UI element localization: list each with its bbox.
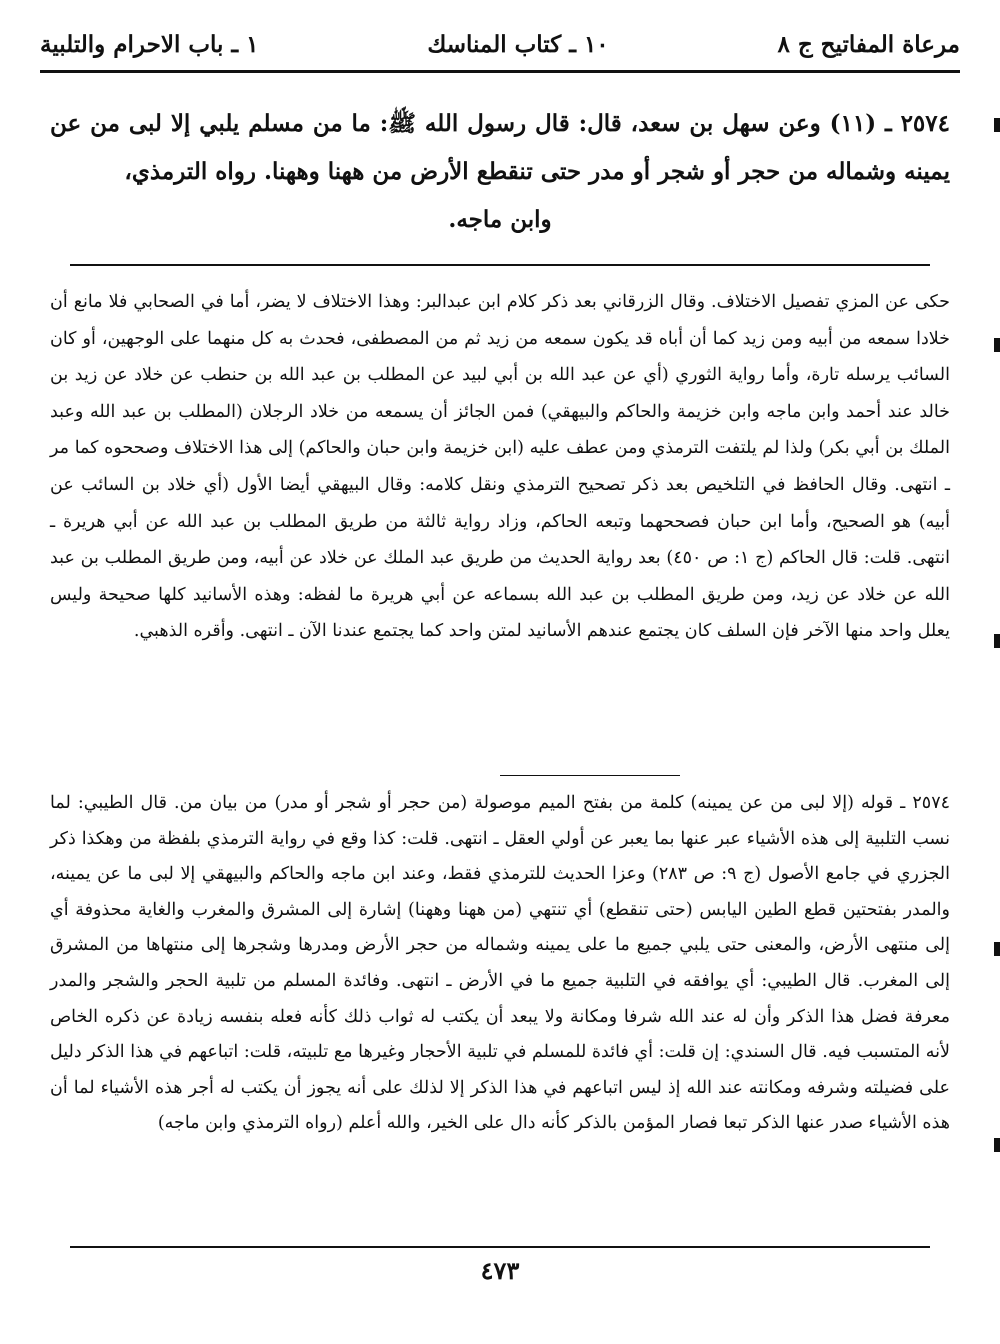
commentary-hadith-2574 [50,786,950,1142]
footer-divider [70,1246,930,1248]
margin-mark [994,338,1000,352]
margin-mark [994,1138,1000,1152]
hadith-last-line: وابن ماجه. [448,206,552,233]
header-section: ١ ـ باب الاحرام والتلبية [40,30,259,58]
commentary-previous-continued [50,284,950,650]
running-header [40,22,960,66]
commentary-paragraph-1: حكى عن المزي تفصيل الاختلاف. وقال الزرقاني بعد ذكر كلام ابن عبدالبر: وهذا الاختلاف لا يضر، أما في الصحابي فلا مانع أن خلادا سمعه من أبيه ومن زيد كما أن أباه قد يكون سمعه من زيد ثم من المصطفى، فحدث به كل منهما على الوجهين، أو كان السائب يرسله تارة، وأما رواية الثوري (أي عن عبد الله بن أبي لبيد عن المطلب بن عبد الله بن حنطب عن خلاد عن زيد بن خالد عند أحمد وابن ماجه وابن خزيمة والحاكم والبيهقي) فمن الجائز أن يسمعه من خلاد الرجلان (المطلب بن عبد الله وعبد الملك بن أبي بكر) ولذا لم يلتفت الترمذي ومن عطف عليه (ابن خزيمة وابن حبان والحاكم) إلى هذا الاختلاف وصححوه كما مر ـ انتهى. وقال الحافظ في التلخيص بعد ذكر تصحيح الترمذي ونقل كلامه: وقال البيهقي أيضا الأول (أي خلاد بن السائب عن أبيه) هو الصحيح، وأما ابن حبان فصححهما وتبعه الحاكم، وزاد رواية ثالثة من طريق المطلب بن عبد الله عن أبي هريرة ـ انتهى. قلت: قال الحاكم (ج ١: ص ٤٥٠) بعد رواية الحديث من طريق عبد الملك عن خلاد عن أبيه، ومن طريق المطلب بن عبد الله عن خلاد عن زيد، ومن طريق المطلب بن عبد الله بسماعه عن أبي هريرة ما لفظه: وهذه الأسانيد كلها صحيحة وليس يعلل واحد منها الآخر فإن السلف كان يجتمع عندهم الأسانيد لمتن واحد كما يجتمع عندنا الآن ـ انتهى. وأقره الذهبي. [50,292,951,642]
margin-mark [994,942,1000,956]
header-chapter: ١٠ ـ كتاب المناسك [427,30,609,58]
header-book-title: مرعاة المفاتيح ج ٨ [777,30,960,58]
page-number: ٤٧٣ [480,1256,520,1285]
margin-mark [994,634,1000,648]
margin-mark [994,118,1000,132]
hadith-divider [70,264,930,266]
short-separator-right [500,775,680,776]
hadith-text: ٢٥٧٤ ـ (١١) وعن سهل بن سعد، قال: قال رسول الله ﷺ: ما من مسلم يلبي إلا لبى من عن يمينه وشماله من حجر أو شجر أو مدر حتى تنقطع الأرض من ههنا وههنا. رواه الترمذي، [50,110,950,185]
header-divider [40,70,960,73]
hadith-text-block [50,100,950,244]
commentary-paragraph-2: ٢٥٧٤ ـ قوله (إلا لبى من عن يمينه) كلمة من بفتح الميم موصولة (من حجر أو شجر أو مدر) من بيان من. قال الطيبي: لما نسب التلبية إلى هذه الأشياء عبر عنها بما يعبر عن أولي العقل ـ انتهى. قلت: كذا وقع في رواية الترمذي بلفظة من وهكذا ذكر الجزري في جامع الأصول (ج ٩: ص ٢٨٣) وعزا الحديث للترمذي فقط، وعند ابن ماجه والحاكم والبيهقي إلا لبى ما عن يمينه، والمدر بفتحتين قطع الطين اليابس (حتى تنقطع) أي تنتهي (من ههنا وههنا) إشارة إلى المشرق والمغرب والغاية محذوفة أي إلى منتهى الأرض، والمعنى حتى يلبي جميع ما على يمينه وشماله من حجر الأرض ومدرها وشجرها إلى منتهاها من المشرق إلى المغرب. قال الطيبي: أي يوافقه في التلبية جميع ما في الأرض ـ انتهى. وفائدة المسلم من تلبية الحجر والشجر والمدر معرفة فضل هذا الذكر وأن له عند الله شرفا ومكانة ولا يبعد أن يكتب له ثواب ذلك كأنه فعله بنفسه زيادة عن ذكره الخاص لأنه المتسبب فيه. قال السندي: إن قلت: أي فائدة للمسلم في تلبية الأحجار وغيرها مع تلبيته، قلت: اتباعهم في هذا الذكر دليل على فضيلته وشرفه ومكانته عند الله إذ ليس اتباعهم في هذا الذكر إلا لذلك على أنه يجوز أن يكتب له أجر هذه الأشياء لما أن هذه الأشياء صدر عنها الذكر تبعا فصار المؤمن بالذكر كأنه دال على الخير، والله أعلم (رواه الترمذي وابن ماجه) [50,793,950,1134]
